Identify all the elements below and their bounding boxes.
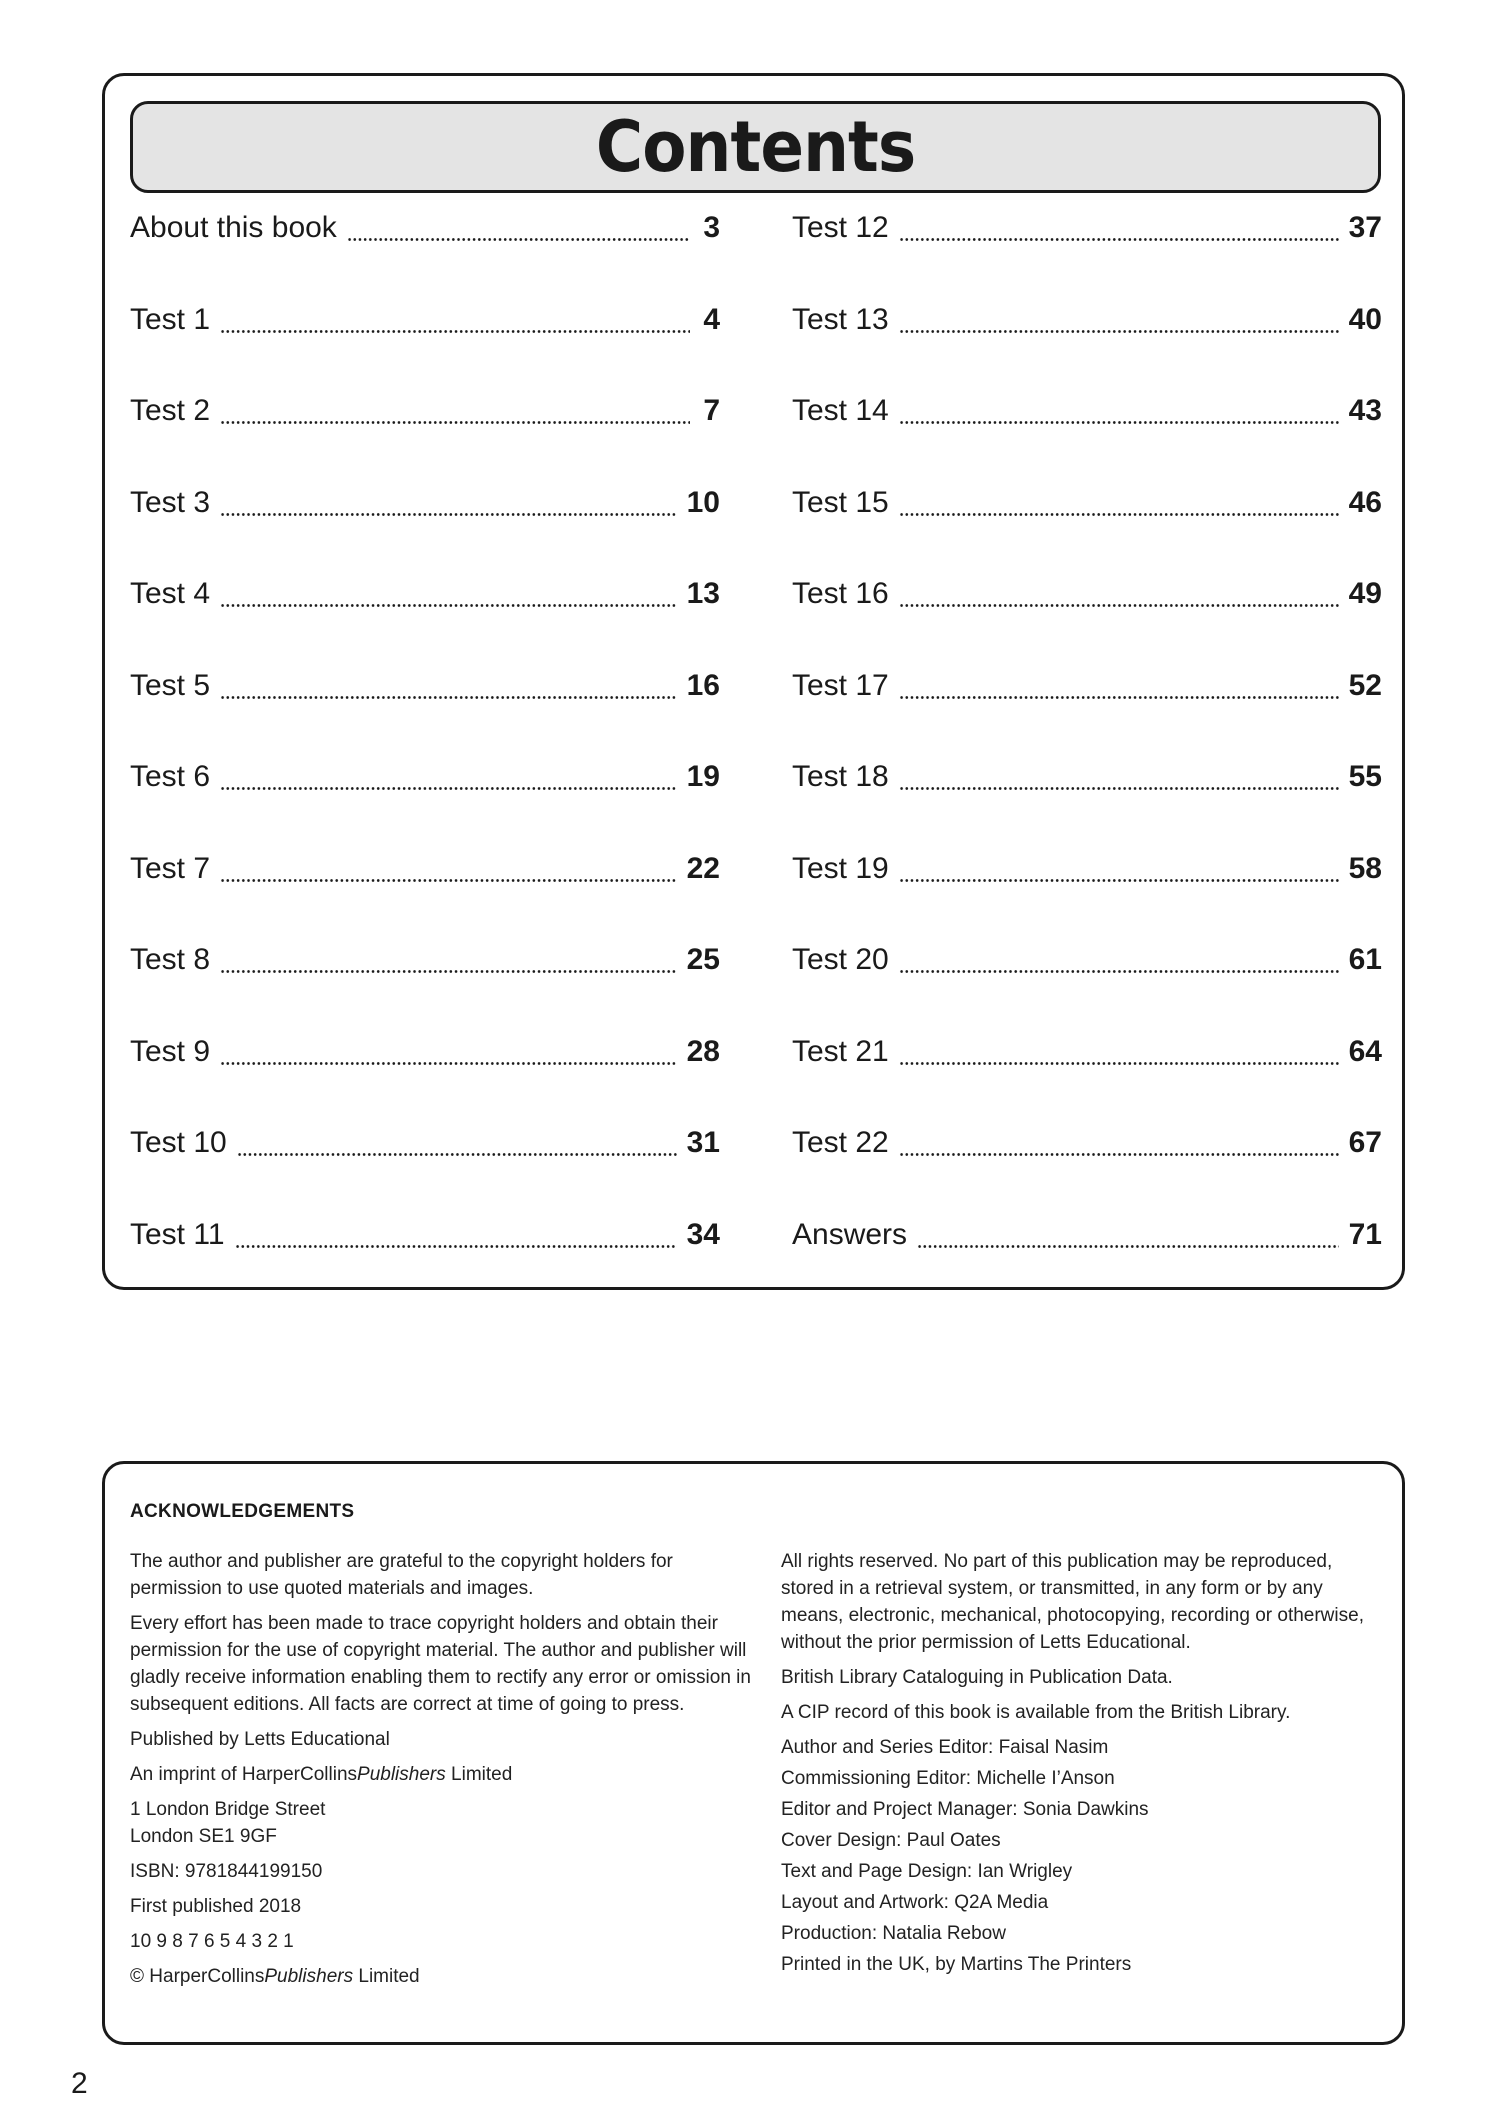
page-title: Contents [595, 106, 916, 188]
copyright-italic: Publishers [264, 1966, 354, 1987]
toc-entry[interactable] [130, 658, 720, 750]
toc-entry[interactable] [792, 1207, 1382, 1299]
toc-entry-page-number: 4 [703, 302, 720, 336]
ack-cataloguing: British Library Cataloguing in Publication Data. [781, 1667, 1173, 1688]
toc-entry[interactable] [792, 658, 1382, 750]
toc-entry[interactable] [130, 749, 720, 841]
imprint-italic: Publishers [357, 1764, 446, 1785]
toc-entry-label: Test 12 [792, 211, 889, 244]
dot-leader [220, 749, 685, 805]
toc-entry-label: Test 3 [130, 485, 211, 519]
toc-entry-label: Test 22 [792, 1126, 889, 1159]
dot-leader [899, 932, 1347, 988]
toc-entry[interactable] [792, 749, 1382, 841]
toc-entry-label: Test 20 [792, 943, 889, 976]
toc-left-column [130, 200, 720, 1298]
page-number: 2 [71, 2067, 88, 2100]
toc-entry-page-number: 22 [686, 851, 720, 885]
toc-entry-label: Test 16 [792, 577, 889, 610]
toc-entry[interactable] [792, 932, 1382, 1024]
toc-entry-page-number: 16 [686, 668, 720, 702]
ack-first-published: First published 2018 [130, 1896, 302, 1917]
toc-entry-label: Test 7 [130, 851, 211, 885]
dot-leader [899, 1024, 1347, 1080]
acknowledgements-right-column [781, 1548, 1381, 1982]
toc-entry-page-number: 25 [686, 943, 720, 976]
toc-entry[interactable] [792, 475, 1382, 567]
toc-entry-label: Test 9 [130, 1034, 211, 1068]
toc-entry-page-number: 52 [1348, 668, 1382, 702]
ack-copyright [130, 1963, 760, 1990]
ack-address-line2: London SE1 9GF [130, 1826, 277, 1847]
credit-line: Printed in the UK, by Martins The Printers [781, 1954, 1132, 1975]
toc-entry-page-number: 43 [1348, 394, 1382, 427]
ack-cip: A CIP record of this book is available from the British Library. [781, 1702, 1291, 1723]
toc-entry-page-number: 40 [1348, 302, 1382, 336]
toc-entry[interactable] [792, 841, 1382, 933]
credit-line: Layout and Artwork: Q2A Media [781, 1892, 1049, 1913]
toc-entry-label: Test 6 [130, 760, 211, 793]
toc-entry-page-number: 34 [686, 1217, 720, 1251]
toc-entry-page-number: 67 [1348, 1126, 1382, 1159]
toc-entry-page-number: 10 [686, 485, 720, 519]
toc-entry-label: Test 1 [130, 302, 211, 336]
toc-right-column [792, 200, 1382, 1298]
dot-leader [917, 1207, 1347, 1263]
dot-leader [899, 383, 1347, 439]
credit-line: Text and Page Design: Ian Wrigley [781, 1861, 1073, 1882]
toc-entry[interactable] [130, 841, 720, 933]
imprint-prefix: An imprint of HarperCollins [130, 1764, 358, 1785]
toc-entry-page-number: 55 [1348, 760, 1382, 793]
acknowledgements-heading: ACKNOWLEDGEMENTS [130, 1501, 355, 1522]
toc-entry-label: About this book [130, 211, 337, 244]
toc-entry-page-number: 49 [1348, 577, 1382, 610]
dot-leader [220, 566, 685, 622]
dot-leader [899, 475, 1347, 531]
toc-entry[interactable] [130, 932, 720, 1024]
dot-leader [220, 1024, 685, 1080]
ack-published-by: Published by Letts Educational [130, 1729, 390, 1750]
dot-leader [899, 566, 1347, 622]
toc-entry-label: Test 15 [792, 485, 889, 519]
toc-entry[interactable] [130, 1024, 720, 1116]
dot-leader [220, 841, 685, 897]
dot-leader [899, 1115, 1347, 1171]
dot-leader [220, 292, 698, 348]
toc-entry[interactable] [792, 292, 1382, 384]
toc-entry-page-number: 64 [1348, 1034, 1382, 1068]
dot-leader [899, 200, 1347, 256]
dot-leader [235, 1207, 685, 1263]
toc-entry[interactable] [792, 566, 1382, 658]
acknowledgements-left-column [130, 1548, 760, 1998]
toc-entry-label: Test 19 [792, 851, 889, 885]
credit-line: Author and Series Editor: Faisal Nasim [781, 1737, 1109, 1758]
dot-leader [220, 475, 685, 531]
credit-line: Editor and Project Manager: Sonia Dawkins [781, 1799, 1149, 1820]
toc-entry[interactable] [792, 383, 1382, 475]
toc-entry[interactable] [130, 200, 720, 292]
toc-entry-page-number: 19 [686, 760, 720, 793]
toc-entry-label: Answers [792, 1217, 908, 1251]
dot-leader [220, 658, 685, 714]
dot-leader [237, 1115, 685, 1171]
toc-entry[interactable] [130, 383, 720, 475]
credit-line: Commissioning Editor: Michelle I’Anson [781, 1768, 1115, 1789]
toc-entry[interactable] [130, 475, 720, 567]
credits-list [781, 1734, 1381, 1978]
toc-entry-label: Test 2 [130, 394, 211, 427]
toc-entry[interactable] [792, 1115, 1382, 1207]
toc-entry-page-number: 13 [686, 577, 720, 610]
toc-entry-label: Test 4 [130, 577, 211, 610]
toc-entry[interactable] [130, 292, 720, 384]
dot-leader [899, 292, 1347, 348]
toc-entry-label: Test 10 [130, 1126, 227, 1159]
toc-entry-page-number: 28 [686, 1034, 720, 1068]
toc-entry-label: Test 21 [792, 1034, 889, 1068]
toc-entry-label: Test 14 [792, 394, 889, 427]
dot-leader [347, 200, 698, 256]
imprint-suffix: Limited [445, 1764, 513, 1785]
toc-entry-page-number: 58 [1348, 851, 1382, 885]
ack-print-line: 10 9 8 7 6 5 4 3 2 1 [130, 1931, 294, 1952]
toc-entry-page-number: 46 [1348, 485, 1382, 519]
ack-rights-text: All rights reserved. No part of this publication may be reproduced, stored in a retrieval system, or transmitted, in any form or by any means, electronic, mechanical, photocopying, recording or otherwise, without the prior permission of Letts Educational. [781, 1551, 1364, 1653]
toc-entry[interactable] [792, 200, 1382, 292]
toc-entry[interactable] [130, 1115, 720, 1207]
dot-leader [220, 932, 685, 988]
dot-leader [899, 841, 1347, 897]
toc-entry-label: Test 17 [792, 668, 889, 702]
ack-effort-text: Every effort has been made to trace copyright holders and obtain their permission for the use of copyright material. The author and publisher will gladly receive information enabling them to rectify any error or omission in subsequent editions. All facts are correct at time of going to press. [130, 1613, 751, 1715]
copyright-prefix: © HarperCollins [130, 1966, 265, 1987]
dot-leader [899, 658, 1347, 714]
toc-entry-page-number: 31 [686, 1126, 720, 1159]
dot-leader [899, 749, 1347, 805]
toc-entry-page-number: 71 [1348, 1217, 1382, 1251]
copyright-suffix: Limited [353, 1966, 420, 1987]
toc-entry-label: Test 5 [130, 668, 211, 702]
ack-imprint [130, 1761, 760, 1788]
toc-entry-label: Test 11 [130, 1217, 225, 1251]
contents-title-banner [130, 101, 1381, 193]
toc-entry[interactable] [130, 1207, 720, 1299]
ack-grateful-text: The author and publisher are grateful to the copyright holders for permission to use quoted materials and images. [130, 1551, 673, 1599]
ack-address-line1: 1 London Bridge Street [130, 1799, 326, 1820]
toc-entry-label: Test 13 [792, 302, 889, 336]
credit-line: Cover Design: Paul Oates [781, 1830, 1001, 1851]
credit-line: Production: Natalia Rebow [781, 1923, 1006, 1944]
toc-entry-page-number: 61 [1348, 943, 1382, 976]
toc-entry-page-number: 3 [703, 211, 720, 244]
toc-entry[interactable] [130, 566, 720, 658]
toc-entry-page-number: 7 [703, 394, 720, 427]
ack-isbn: ISBN: 9781844199150 [130, 1861, 323, 1882]
toc-entry[interactable] [792, 1024, 1382, 1116]
toc-entry-label: Test 18 [792, 760, 889, 793]
toc-entry-page-number: 37 [1348, 211, 1382, 244]
toc-entry-label: Test 8 [130, 943, 211, 976]
dot-leader [220, 383, 698, 439]
